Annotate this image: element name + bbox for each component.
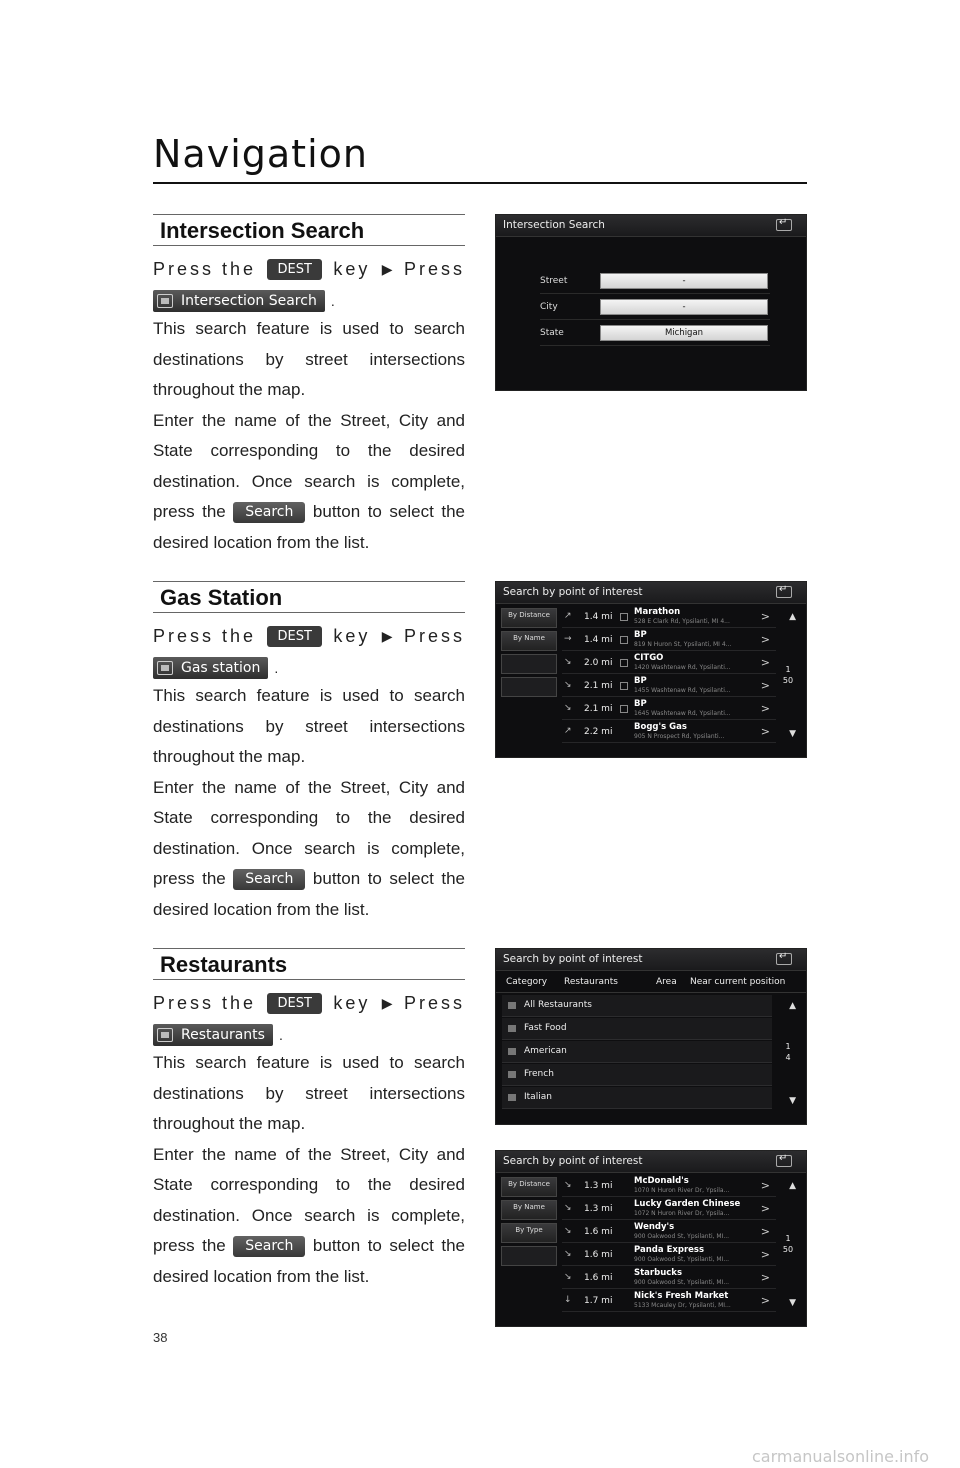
filter-bar (496, 971, 806, 993)
direction-arrow-icon: ↗ (564, 611, 572, 621)
sort-by-distance-button[interactable]: By Distance (501, 608, 557, 628)
sort-by-type-button[interactable]: By Type (501, 1223, 557, 1243)
instruction-line: Press the DEST key ▶ Press (153, 258, 465, 279)
street-input[interactable]: - (600, 273, 768, 289)
intersection-icon (157, 294, 173, 308)
list-item[interactable]: ↘ 2.0 mi CITGO 1420 Washtenaw Rd, Ypsilanti... > (562, 652, 776, 674)
restaurants-button[interactable]: Restaurants (153, 1024, 273, 1046)
chevron-right-icon: > (760, 633, 770, 646)
dest-key: DEST (267, 626, 321, 647)
watermark: carmanualsonline.info (752, 1447, 930, 1466)
empty-side-slot (501, 1246, 557, 1266)
dest-key: DEST (267, 993, 321, 1014)
scroll-down-icon[interactable]: ▼ (789, 729, 796, 739)
scroll-down-icon[interactable]: ▼ (789, 1298, 796, 1308)
search-button[interactable]: Search (233, 502, 305, 523)
restaurant-icon (157, 1028, 173, 1042)
area-value[interactable]: Near current position (690, 977, 786, 987)
section-intersection-search: Intersection Search Press the DEST key ▶ Press Intersection Search . This search feature is used to search destinations by street intersections throughout the map. Enter the name of the Street, City and State corresponding to the desired destination. Once search is complete, press the Search button to select the desired location from the list. (153, 214, 465, 558)
page-indicator: 1 50 (782, 1234, 794, 1254)
state-input[interactable]: Michigan (600, 325, 768, 341)
arrow-icon: ▶ (381, 260, 393, 277)
empty-side-slot (501, 654, 557, 674)
screen-title: Search by point of interest (503, 953, 643, 965)
direction-arrow-icon: ↘ (564, 703, 572, 713)
list-item[interactable]: French (502, 1064, 772, 1086)
city-input[interactable]: - (600, 299, 768, 315)
chevron-right-icon: > (760, 1179, 770, 1192)
list-item[interactable]: ↘ 1.6 mi Starbucks 900 Oakwood St, Ypsilanti, MI... > (562, 1267, 776, 1289)
street-field-row: Street - (540, 273, 770, 291)
brand-icon (620, 636, 628, 644)
instruction-line: Press the DEST key ▶ Press (153, 625, 465, 646)
title-rule (153, 182, 807, 184)
gas-station-results-screen (495, 581, 807, 758)
list-item[interactable]: ↘ 2.1 mi BP 1645 Washtenaw Rd, Ypsilanti... > (562, 698, 776, 720)
category-value[interactable]: Restaurants (564, 977, 618, 987)
chevron-right-icon: > (760, 1202, 770, 1215)
category-label[interactable]: Category (506, 977, 548, 987)
intersection-search-screen (495, 214, 807, 391)
list-item[interactable]: American (502, 1041, 772, 1063)
category-icon (508, 1094, 516, 1101)
brand-icon (620, 705, 628, 713)
screen-title: Search by point of interest (503, 586, 643, 598)
arrow-icon: ▶ (381, 627, 393, 644)
list-item[interactable]: All Restaurants (502, 995, 772, 1017)
category-icon (508, 1048, 516, 1055)
back-icon[interactable] (776, 586, 792, 598)
scroll-up-icon[interactable]: ▲ (789, 1181, 796, 1191)
arrow-icon: ▶ (381, 994, 393, 1011)
search-button[interactable]: Search (233, 869, 305, 890)
back-icon[interactable] (776, 1155, 792, 1167)
direction-arrow-icon: ↘ (564, 1272, 572, 1282)
back-icon[interactable] (776, 953, 792, 965)
gas-pump-icon (157, 661, 173, 675)
chevron-right-icon: > (760, 679, 770, 692)
section-heading: Intersection Search (153, 214, 465, 246)
search-button[interactable]: Search (233, 1236, 305, 1257)
description: This search feature is used to search destinations by street intersections throughout the map. (153, 319, 465, 399)
restaurant-results-screen (495, 1150, 807, 1327)
scroll-up-icon[interactable]: ▲ (789, 612, 796, 622)
dest-key: DEST (267, 259, 321, 280)
gas-station-button[interactable]: Gas station (153, 657, 268, 679)
category-icon (508, 1071, 516, 1078)
area-label[interactable]: Area (656, 977, 677, 987)
list-item[interactable]: → 1.4 mi BP 819 N Huron St, Ypsilanti, MI 4... > (562, 629, 776, 651)
state-field-row: State Michigan (540, 325, 770, 343)
page-indicator: 1 50 (782, 665, 794, 685)
direction-arrow-icon: ↗ (564, 726, 572, 736)
intersection-search-button[interactable]: Intersection Search (153, 290, 325, 312)
brand-icon (620, 682, 628, 690)
section-gas-station: Gas Station Press the DEST key ▶ Press Gas station . This search feature is used to search destinations by street intersections throughout the map. Enter the name of the Street, City and State corresponding to the desired destination. Once search is complete, press the Search button to select the desired location from the list. (153, 581, 465, 925)
direction-arrow-icon: ↘ (564, 680, 572, 690)
direction-arrow-icon: ↘ (564, 1249, 572, 1259)
direction-arrow-icon: ↘ (564, 657, 572, 667)
sort-by-name-button[interactable]: By Name (501, 631, 557, 651)
back-icon[interactable] (776, 219, 792, 231)
screen-title: Intersection Search (503, 219, 605, 231)
category-icon (508, 1025, 516, 1032)
section-heading: Gas Station (153, 581, 465, 613)
chevron-right-icon: > (760, 702, 770, 715)
page-number: 38 (153, 1330, 168, 1345)
description: This search feature is used to search destinations by street intersections throughout the map. (153, 686, 465, 766)
chevron-right-icon: > (760, 725, 770, 738)
list-item[interactable]: ↘ 2.1 mi BP 1455 Washtenaw Rd, Ypsilanti... > (562, 675, 776, 697)
city-field-row: City - (540, 299, 770, 317)
chevron-right-icon: > (760, 610, 770, 623)
restaurant-category-screen (495, 948, 807, 1125)
direction-arrow-icon: ↘ (564, 1203, 572, 1213)
list-item[interactable]: ↓ 1.7 mi Nick's Fresh Market 5133 Mcauley Dr, Ypsilanti, MI... > (562, 1290, 776, 1312)
description: This search feature is used to search destinations by street intersections throughout the map. (153, 1053, 465, 1133)
list-item[interactable]: ↘ 1.6 mi Panda Express 900 Oakwood St, Ypsilanti, MI... > (562, 1244, 776, 1266)
screen-title: Search by point of interest (503, 1155, 643, 1167)
list-item[interactable]: ↘ 1.6 mi Wendy's 900 Oakwood St, Ypsilanti, MI... > (562, 1221, 776, 1243)
page-title: Navigation (153, 132, 368, 176)
scroll-down-icon[interactable]: ▼ (789, 1096, 796, 1106)
scroll-up-icon[interactable]: ▲ (789, 1001, 796, 1011)
empty-side-slot (501, 677, 557, 697)
list-item[interactable]: ↘ 1.3 mi McDonald's 1070 N Huron River Dr, Ypsila... > (562, 1175, 776, 1197)
direction-arrow-icon: ↘ (564, 1180, 572, 1190)
chevron-right-icon: > (760, 656, 770, 669)
direction-arrow-icon: ↓ (564, 1295, 572, 1305)
direction-arrow-icon: → (564, 634, 572, 644)
list-item[interactable]: Fast Food (502, 1018, 772, 1040)
chevron-right-icon: > (760, 1225, 770, 1238)
list-item[interactable]: Italian (502, 1087, 772, 1109)
list-item[interactable]: ↗ 1.4 mi Marathon 528 E Clark Rd, Ypsilanti, MI 4... > (562, 606, 776, 628)
category-icon (508, 1002, 516, 1009)
list-item[interactable]: ↘ 1.3 mi Lucky Garden Chinese 1072 N Huron River Dr, Ypsila... > (562, 1198, 776, 1220)
list-item[interactable]: ↗ 2.2 mi Bogg's Gas 905 N Prospect Rd, Ypsilanti... > (562, 721, 776, 743)
sort-by-distance-button[interactable]: By Distance (501, 1177, 557, 1197)
direction-arrow-icon: ↘ (564, 1226, 572, 1236)
section-restaurants: Restaurants Press the DEST key ▶ Press Restaurants . This search feature is used to search destinations by street intersections throughout the map. Enter the name of the Street, City and State corresponding to the desired destination. Once search is complete, press the Search button to select the desired location from the list. (153, 948, 465, 1292)
chevron-right-icon: > (760, 1248, 770, 1261)
chevron-right-icon: > (760, 1271, 770, 1284)
sort-by-name-button[interactable]: By Name (501, 1200, 557, 1220)
page-indicator: 1 4 (785, 1042, 791, 1062)
instruction-line: Press the DEST key ▶ Press (153, 992, 465, 1013)
brand-icon (620, 613, 628, 621)
brand-icon (620, 659, 628, 667)
chevron-right-icon: > (760, 1294, 770, 1307)
section-heading: Restaurants (153, 948, 465, 980)
